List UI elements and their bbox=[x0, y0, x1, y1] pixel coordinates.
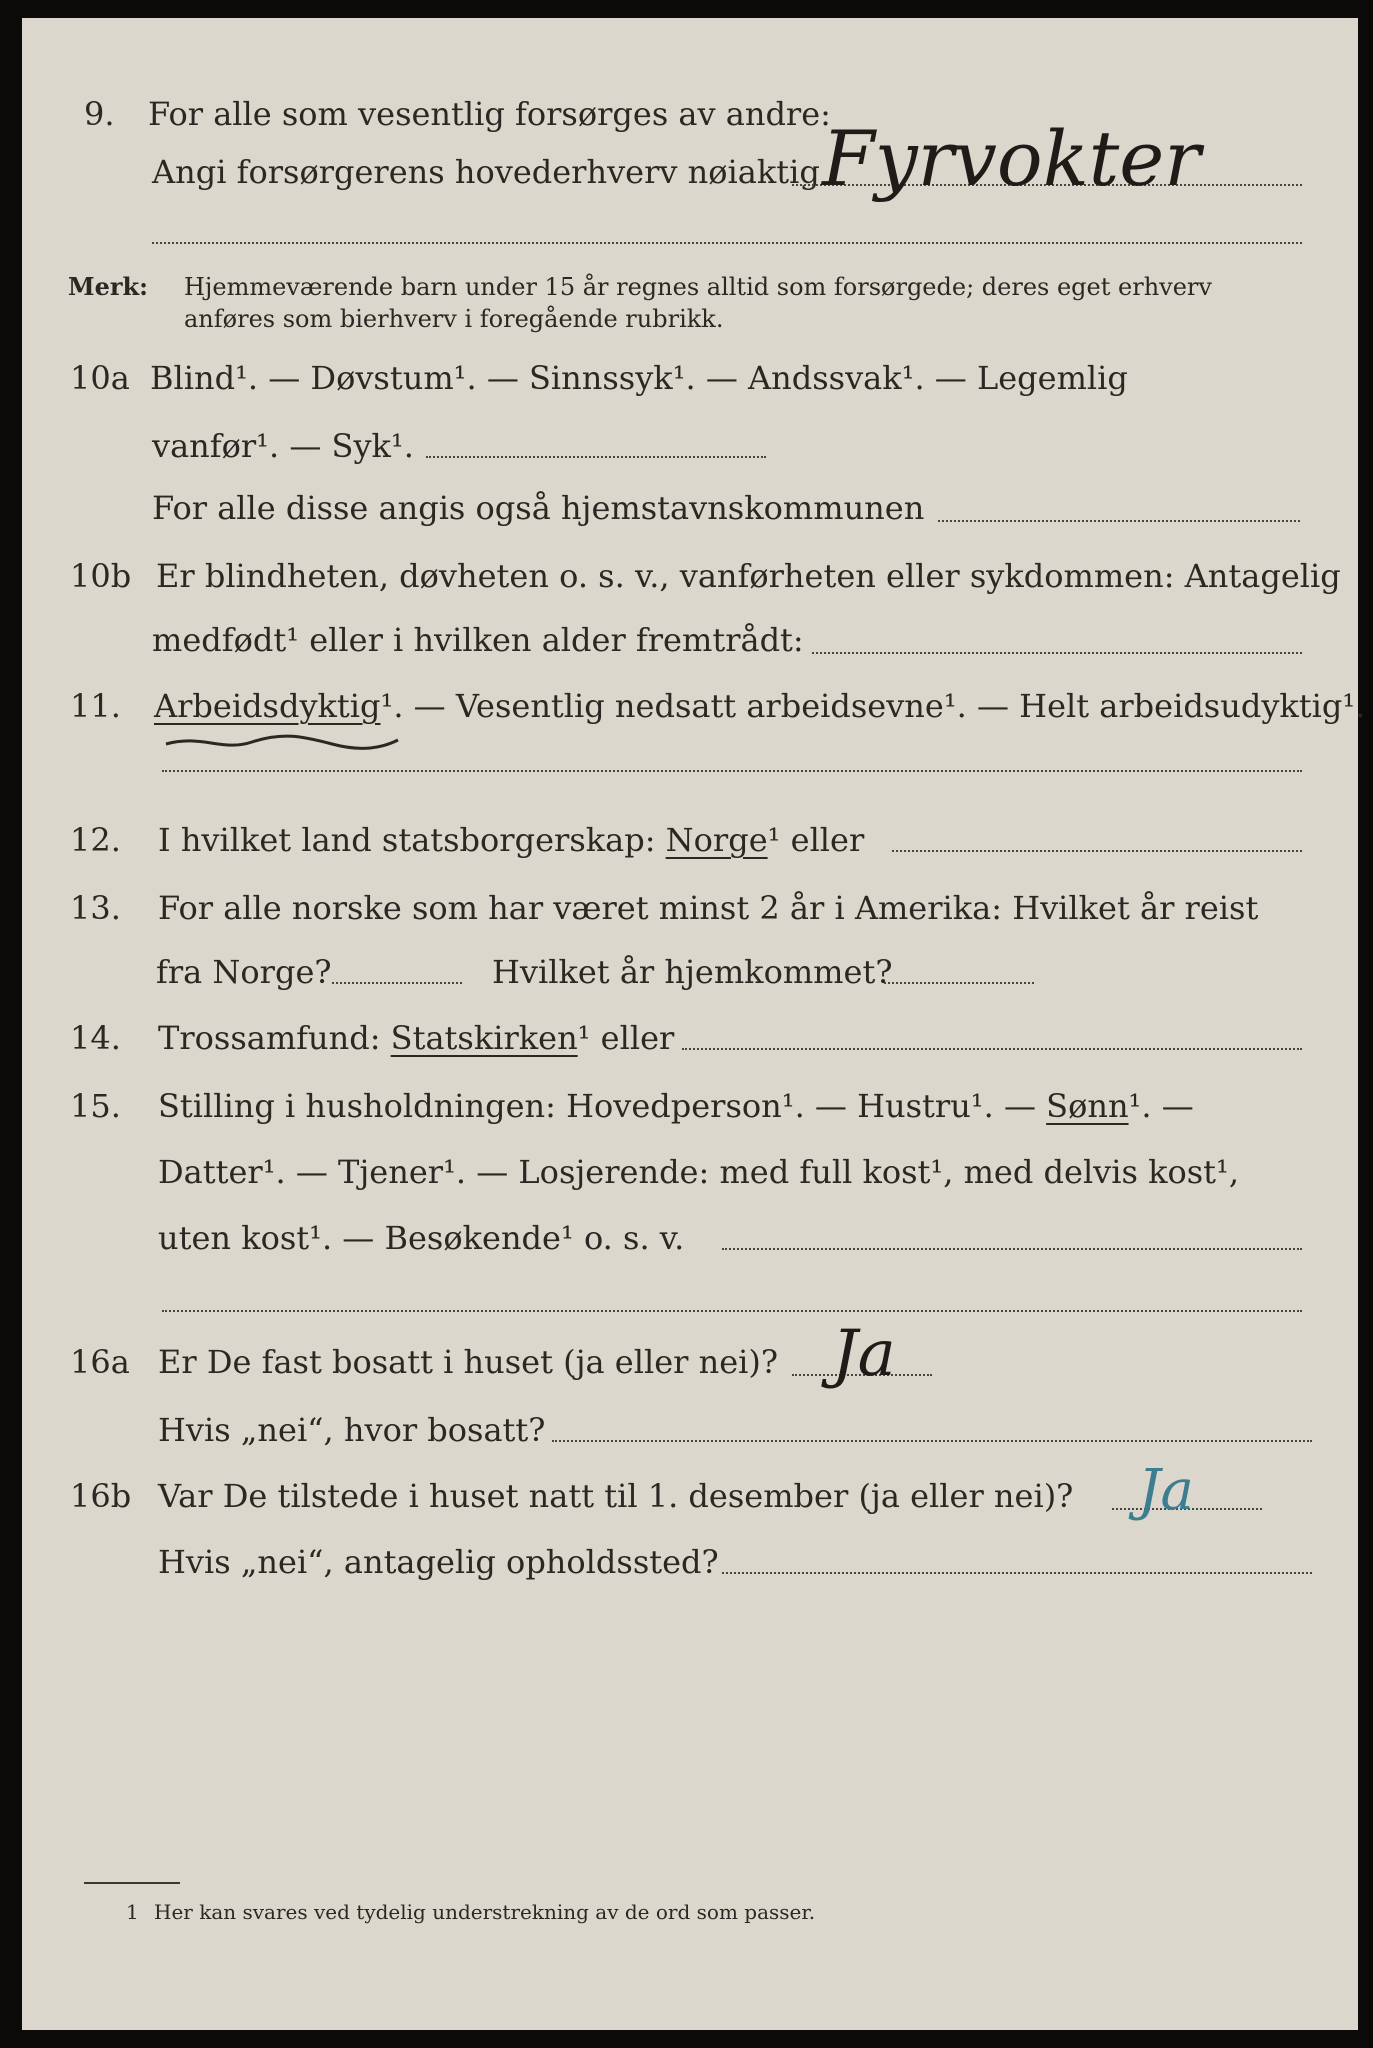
q11-continuation-line bbox=[162, 770, 1302, 772]
q13-line1: For alle norske som har været minst 2 år i Amerika: Hvilket år reist bbox=[158, 889, 1259, 927]
q12-answer-line bbox=[892, 850, 1302, 852]
q12-selected-option: Norge bbox=[665, 821, 768, 859]
q13-return-year-line bbox=[884, 982, 1034, 984]
q9-line2: Angi forsørgerens hovederhverv nøiaktig bbox=[152, 153, 820, 191]
q12-text bbox=[158, 820, 864, 860]
q16b-handwritten-answer: Ja bbox=[1138, 1458, 1194, 1523]
q11-rest: ¹. — Vesentlig nedsatt arbeidsevne¹. — Helt arbeidsudyktig¹. bbox=[380, 687, 1366, 725]
q13-line2a: fra Norge? bbox=[156, 953, 332, 991]
q10b-line2: medfødt¹ eller i hvilken alder fremtrådt: bbox=[152, 621, 804, 659]
q10a-hometown-line bbox=[938, 520, 1300, 522]
footnote-mark: 1 bbox=[126, 1900, 139, 1924]
merk-label: Merk: bbox=[68, 272, 148, 301]
q15-number: 15. bbox=[70, 1087, 121, 1125]
q15-line1 bbox=[158, 1086, 1194, 1126]
q16a-number: 16a bbox=[70, 1343, 130, 1381]
q12-rest: ¹ eller bbox=[767, 821, 865, 859]
q16a-residence-line bbox=[552, 1440, 1312, 1442]
q15-line2: Datter¹. — Tjener¹. — Losjerende: med full kost¹, med delvis kost¹, bbox=[158, 1153, 1240, 1191]
q14-answer-line bbox=[682, 1048, 1302, 1050]
q10a-number: 10a bbox=[70, 359, 130, 397]
footnote-text: Her kan svares ved tydelig understrekning av de ord som passer. bbox=[154, 1900, 816, 1924]
q9-number: 9. bbox=[84, 95, 115, 133]
q13-line2b: Hvilket år hjemkommet? bbox=[492, 953, 893, 991]
footnote-rule bbox=[84, 1882, 180, 1884]
q14-selected-option: Statskirken bbox=[390, 1019, 578, 1057]
q9-handwritten-answer: Fyrvokter bbox=[822, 114, 1201, 203]
q10b-answer-line bbox=[812, 652, 1302, 654]
q10a-answer-line bbox=[426, 456, 766, 458]
q10a-line3: For alle disse angis også hjemstavnskommunen bbox=[152, 489, 925, 527]
q11-handwritten-underline bbox=[162, 730, 402, 756]
q9-line1: For alle som vesentlig forsørges av andre: bbox=[148, 95, 831, 133]
q16a-handwritten-answer: Ja bbox=[832, 1317, 896, 1391]
q12-number: 12. bbox=[70, 821, 121, 859]
q15-selected-option: Sønn bbox=[1046, 1087, 1129, 1125]
q14-question: Trossamfund: bbox=[158, 1019, 381, 1057]
merk-line2: anføres som bierhverv i foregående rubrikk. bbox=[184, 305, 724, 333]
q15-answer-line bbox=[722, 1248, 1302, 1250]
q16b-whereabouts-line bbox=[722, 1572, 1312, 1574]
q10b-line1: Er blindheten, døvheten o. s. v., vanførheten eller sykdommen: Antagelig bbox=[156, 557, 1341, 595]
q13-number: 13. bbox=[70, 889, 121, 927]
q16b-number: 16b bbox=[70, 1477, 132, 1515]
q10b-number: 10b bbox=[70, 557, 132, 595]
q10a-line2: vanfør¹. — Syk¹. bbox=[152, 427, 414, 465]
q10a-line1: Blind¹. — Døvstum¹. — Sinnssyk¹. — Andssvak¹. — Legemlig bbox=[150, 359, 1128, 397]
q14-rest: ¹ eller bbox=[577, 1019, 675, 1057]
q16b-line2: Hvis „nei“, antagelig opholdssted? bbox=[158, 1543, 719, 1581]
merk-line1: Hjemmeværende barn under 15 år regnes alltid som forsørgede; deres eget erhverv bbox=[184, 273, 1212, 301]
census-form-page bbox=[22, 18, 1366, 2030]
q15-line1b: ¹. — bbox=[1128, 1087, 1194, 1125]
q11-selected-option: Arbeidsdyktig bbox=[154, 687, 381, 725]
q13-departure-year-line bbox=[332, 982, 462, 984]
q14-text bbox=[158, 1018, 674, 1058]
q15-line1a: Stilling i husholdningen: Hovedperson¹. — Hustru¹. — bbox=[158, 1087, 1036, 1125]
q15-line3: uten kost¹. — Besøkende¹ o. s. v. bbox=[158, 1219, 685, 1257]
q16a-line2: Hvis „nei“, hvor bosatt? bbox=[158, 1411, 546, 1449]
q14-number: 14. bbox=[70, 1019, 121, 1057]
q9-continuation-line bbox=[152, 242, 1302, 244]
q11-number: 11. bbox=[70, 687, 121, 725]
q15-continuation-line bbox=[162, 1310, 1302, 1312]
q16a-line1: Er De fast bosatt i huset (ja eller nei)? bbox=[158, 1343, 779, 1381]
q11-text bbox=[154, 686, 1365, 726]
q16b-line1: Var De tilstede i huset natt til 1. desember (ja eller nei)? bbox=[158, 1477, 1074, 1515]
q12-question: I hvilket land statsborgerskap: bbox=[158, 821, 656, 859]
